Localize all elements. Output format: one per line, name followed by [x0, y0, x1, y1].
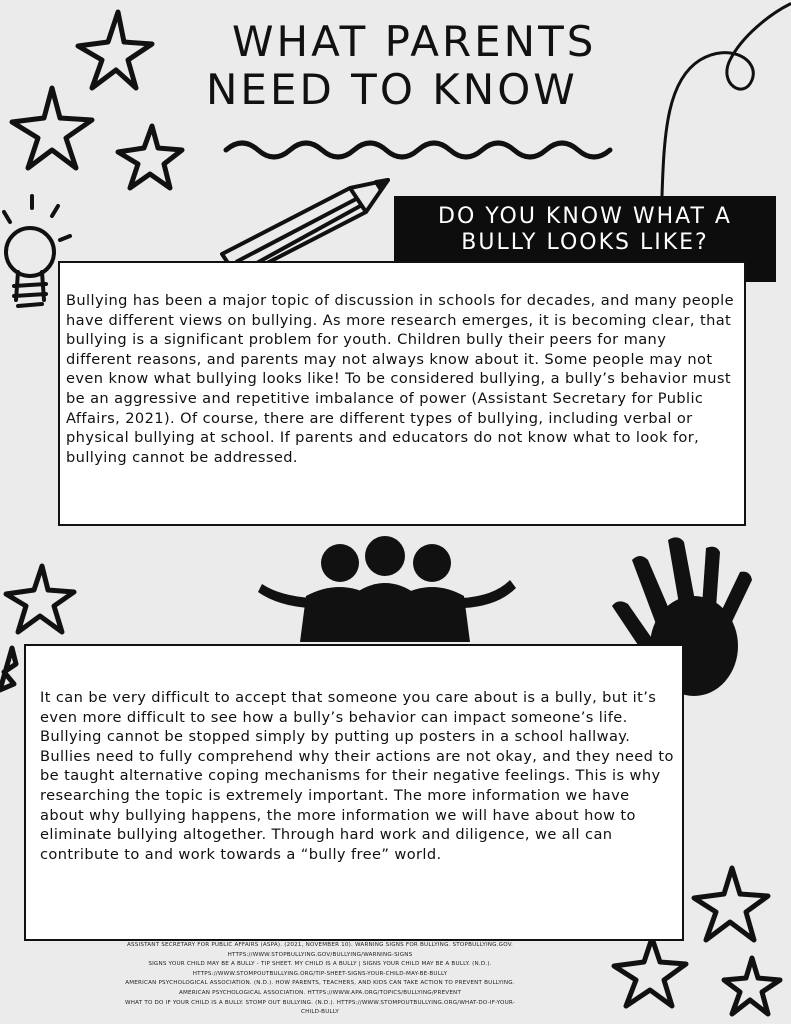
people-group-icon — [258, 536, 516, 642]
reference-line: AMERICAN PSYCHOLOGICAL ASSOCIATION. HTTPS://WWW.APA.ORG/TOPICS/BULLYING/PREVENT — [178, 989, 462, 996]
star-icon — [694, 868, 768, 940]
star-icon — [6, 566, 74, 632]
star-icon — [614, 938, 686, 1006]
reference-line: HTTPS://WWW.STOMPOUTBULLYING.ORG/TIP-SHEET-SIGNS-YOUR-CHILD-MAY-BE-BULLY — [192, 970, 448, 977]
reference-line: ASSISTANT SECRETARY FOR PUBLIC AFFAIRS (ASPA). (2021, NOVEMBER 10). WARNING SIGNS FOR BULLYING. STOPBULLYING.GOV. — [126, 942, 514, 948]
banner-line1: DO YOU KNOW WHAT A — [438, 204, 732, 229]
text-box-intro — [58, 261, 746, 526]
banner-line2: BULLY LOOKS LIKE? — [461, 230, 709, 255]
paragraph-conclusion: It can be very difficult to accept that someone you care about is a bully, but it’s even more difficult to see how a bully’s behavior can impact someone’s life. Bullying cannot be stopped simply by putting up posters in a school hallway. Bullies need to fully comprehend why their actions are not okay, and they need to be taught alternative coping mechanisms for their negative feelings. This is why researching the topic is extremely important. The more information we have about why bullying happens, the more information we will have about how to eliminate bullying altogether. Through hard work and diligence, we all can contribute to and work towards a “bully free” world. — [40, 689, 674, 863]
reference-line: AMERICAN PSYCHOLOGICAL ASSOCIATION. (N.D.). HOW PARENTS, TEACHERS, AND KIDS CAN TAKE ACTION TO PREVENT BULLYING. — [125, 980, 515, 987]
star-icon — [0, 648, 16, 690]
page-title-line2: NEED TO KNOW — [206, 65, 578, 114]
star-icon — [78, 12, 152, 88]
paragraph-intro: Bullying has been a major topic of discussion in schools for decades, and many people have different views on bullying. As more research emerges, it is becoming clear, that bullying is a significant problem for youth. Children bully their peers for many different reasons, and parents may not always know about it. Some people may not even know what bullying looks like! To be considered bullying, a bully’s behavior must be an aggressive and repetitive imbalance of power (Assistant Secretary for Public Affairs, 2021). Of course, there are different types of bullying, including verbal or physical bullying at school. If parents and educators do not know what to look for, bullying cannot be addressed. — [66, 292, 734, 466]
star-icon — [118, 126, 182, 188]
page-title — [160, 18, 720, 114]
reference-line: HTTPS://WWW.STOPBULLYING.GOV/BULLYING/WARNING-SIGNS — [227, 951, 413, 958]
star-icon — [724, 958, 780, 1014]
references — [50, 941, 590, 1018]
reference-line: WHAT TO DO IF YOUR CHILD IS A BULLY. STOMP OUT BULLYING. (N.D.). HTTPS://WWW.STOMPOUTBULLYING.ORG/WHAT-DO-IF-YOUR- — [125, 999, 515, 1006]
star-icon — [12, 88, 92, 168]
reference-line: SIGNS YOUR CHILD MAY BE A BULLY - TIP SHEET. MY CHILD IS A BULLY | SIGNS YOUR CHILD MAY BE A BULLY. (N.D.). — [148, 961, 492, 968]
page-title-line1: WHAT PARENTS — [232, 17, 597, 66]
wave-line-icon — [226, 143, 610, 157]
reference-line: CHILD-BULLY — [300, 1009, 340, 1016]
text-box-conclusion — [24, 644, 684, 941]
